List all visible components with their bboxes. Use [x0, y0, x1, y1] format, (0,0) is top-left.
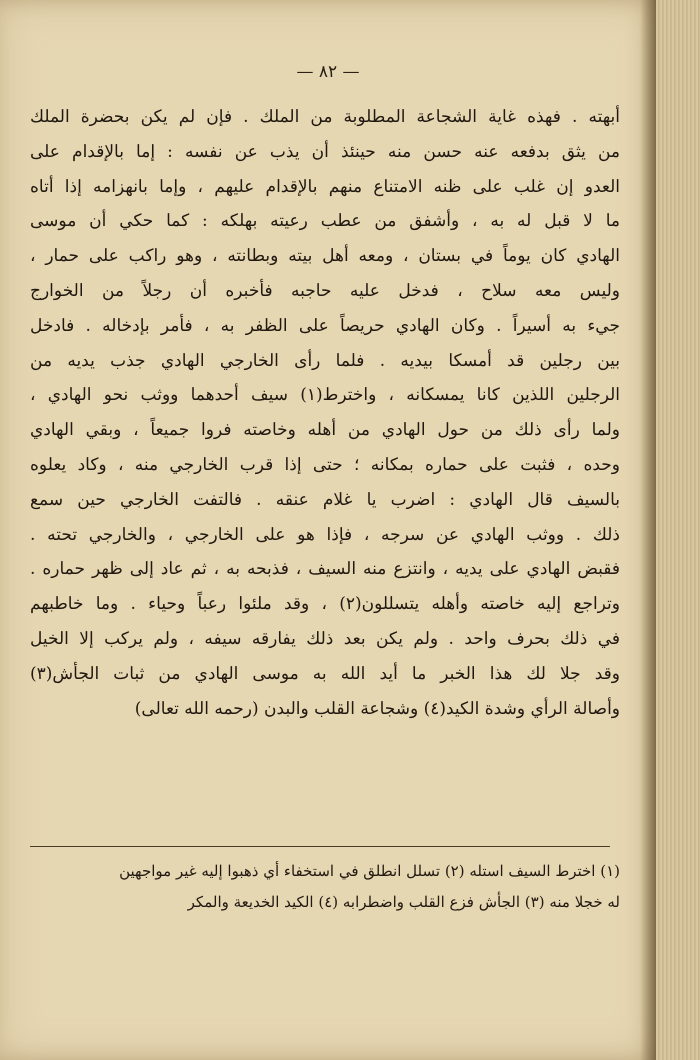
main-text: [30, 100, 620, 726]
text-line: بين رجلين قد أمسكا بيديه . فلما رأى الخارجي الهادي جذب يديه من: [30, 350, 620, 371]
text-line: بالسيف قال الهادي : اضرب يا غلام عنقه . فالتفت الخارجي حين سمع: [30, 489, 620, 510]
text-line: وتراجع إليه خاصته وأهله يتسللون(٢) ، وقد ملئوا رعباً وحياء . وما خاطبهم: [30, 594, 620, 615]
text-line: الهادي كان يوماً في بستان ، ومعه أهل بيته وبطانته ، وهو راكب على حمار ،: [30, 246, 620, 267]
text-line: الرجلين اللذين كانا يمسكانه ، واخترط(١) سيف أحدهما ووثب نحو الهادي ،: [30, 385, 620, 406]
text-line: جيء به أسيراً . وكان الهادي حريصاً على الظفر به ، فأمر بإدخاله . فادخل: [30, 315, 620, 336]
text-line: وليس معه سلاح ، فدخل عليه حاجبه فأخبره أن رجلاً من الخوارج: [30, 280, 620, 301]
footnotes: [30, 856, 620, 918]
text-line: وقد جلا لك هذا الخبر ما أيد الله به موسى الهادي من ثبات الجأش(٣): [30, 663, 620, 684]
text-line: في ذلك بحرف واحد . ولم يكن بعد ذلك يفارقه سيفه ، ولم يركب إلا الخيل: [30, 628, 620, 649]
text-line: ولما رأى ذلك من حول الهادي من أهله وخاصته فروا جميعاً ، وبقي الهادي: [30, 420, 620, 441]
text-line: وأصالة الرأي وشدة الكيد(٤) وشجاعة القلب والبدن (رحمه الله تعالى): [134, 698, 620, 719]
text-line: ذلك . ووثب الهادي عن سرجه ، فإذا هو على الخارجي ، والخارجي تحته .: [30, 524, 620, 545]
text-line: أبهته . فهذه غاية الشجاعة المطلوبة من الملك . فإن لم يكن بحضرة الملك: [30, 107, 620, 127]
footnote-divider: [30, 846, 610, 847]
page-number: — ٨٢ —: [296, 62, 360, 82]
text-line: فقبض الهادي على يديه ، وانتزع منه السيف ، فذبحه به ، ثم عاد إلى ظهر حماره .: [30, 559, 620, 580]
text-line: العدو إن غلب على ظنه الامتناع منهم بالإقدام عليهم ، وإما بانهزامه إذا أتاه: [30, 176, 620, 197]
footnote-line: (١) اخترط السيف استله (٢) تسلل انطلق في استخفاء أي ذهبوا إليه غير مواجهين: [119, 862, 620, 880]
text-line: من يثق بدفعه عنه حسن منه حينئذ أن يذب عن نفسه : إما بالإقدام على: [30, 141, 620, 162]
text-line: ما لا قبل له به ، وأشفق من عطب رعيته بهلكه : كما حكي أن موسى: [30, 211, 620, 232]
footnote-line: له خجلا منه (٣) الجأش فزع القلب واضطرابه (٤) الكيد الخديعة والمكر: [187, 893, 620, 911]
page-edges: [656, 0, 700, 1060]
text-line: وحده ، فثبت على حماره بمكانه ؛ حتى إذا قرب الخارجي منه ، وكاد يعلوه: [30, 454, 620, 475]
